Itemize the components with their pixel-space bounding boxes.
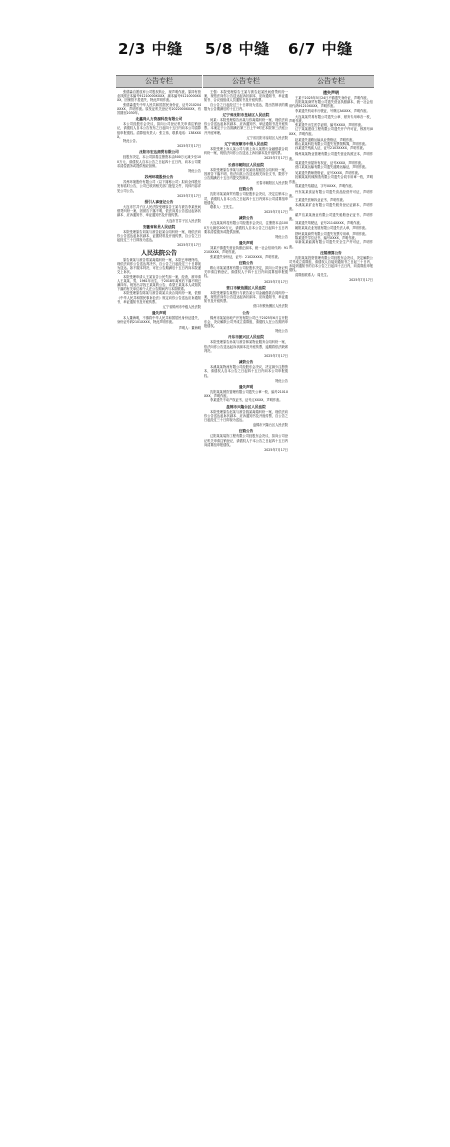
notice-title: 辽宁省沈阳市皇姑区人民法院 <box>222 113 270 118</box>
notice <box>289 96 373 113</box>
notice <box>204 385 288 403</box>
notice <box>289 232 373 249</box>
notice-signature: 辽宁省锦州市中级人民法院 <box>162 304 201 309</box>
notice-paragraph: 沈阳市某某商贸有限公司经股东会决议，决定注销本公司，请债权人自本公告之日起四十五日内到本公司清算组申报债权。 <box>204 192 288 205</box>
notice-paragraph: 赵某遗失道路运输从业资格证，声明作废。 <box>295 137 356 142</box>
notice-title: 长春市朝阳区人民法院 <box>228 162 264 167</box>
notice-title: 沈阳市宏达商贸有限公司 <box>139 150 179 155</box>
notice-paragraph: 鞍山市某某建材有限公司经股东决定，拟向公司登记机关申请注销登记，请债权人于四十五日内向清算组申报债权。 <box>204 265 288 279</box>
notice-paragraph: 张某遗失出生医学证明，编号XXXX，声明作废。 <box>295 123 365 128</box>
column-top-title: 遗失声明 <box>323 90 339 95</box>
notice-signature: 2025年7月17日 <box>177 193 201 198</box>
notice-paragraph: 李某遗失不动产权证书，证号辽XXXX，声明作废。 <box>210 398 283 403</box>
notice-paragraph: 张德森自愿放弃公司股权转让，现声明作废。原持有营业执照正本编号91210000XXXX，副本编号91210000XXXX，因保管不善遗失，特此声明作废。 <box>117 90 201 103</box>
notice <box>204 429 288 452</box>
notice <box>204 261 288 284</box>
notice-paragraph: 本溪某某物流有限公司经股东会决议，决定减少注册资本，请债权人自本公告之日起四十五日内向本公司申报债权。 <box>204 365 288 378</box>
notice-paragraph: 陈某遗失学位证书，编号XXXX，声明作废。 <box>295 236 358 241</box>
liquidation-notice <box>289 251 373 282</box>
notice-paragraph: 王某于2025年5月24日不慎遗失身份证，声明作废。 <box>295 96 370 100</box>
notice-paragraph: 本人董海明，不慎将中华人民共和国居民身份证遗失，身份证号码2101XXXX，特此声明作废。 <box>117 316 201 325</box>
notice-title: 注销清算公告 <box>320 250 342 255</box>
notice-signature: 盘锦市兴隆台区人民法院 <box>252 423 288 428</box>
lost-declaration <box>117 311 201 330</box>
notice-signature: 辽宁省沈阳市皇姑区人民法院 <box>246 135 288 140</box>
notice-title: 安徽省和县人民法院 <box>142 224 176 229</box>
notice <box>289 213 373 230</box>
notice-paragraph: 自公告之日起经过三十日即视为送达，提出答辩状的期限为公告期满后的十五日内。 <box>204 102 288 111</box>
page-label-2-3: 2/3 中缝 <box>118 40 183 58</box>
column-body <box>203 90 289 452</box>
notice-paragraph: 经股东决定，本公司拟将注册资本由500万元减少至100万元，请债权人自本公告之日起四十五日内，向本公司要求清偿债务或提供相应担保。 <box>117 155 201 168</box>
notice-title: 注销公告 <box>238 187 254 192</box>
notice-title: 减资公告 <box>238 360 254 365</box>
notice-column-3 <box>288 75 374 1135</box>
notice-paragraph: 辽宁某某建设工程有限公司遗失开户许可证，核准号JXXXX，声明作废。 <box>289 127 373 136</box>
notice <box>117 225 201 248</box>
notice-title: 公告 <box>242 310 250 315</box>
notice <box>204 335 288 358</box>
notice-signature: 2025年7月17日 <box>177 243 201 248</box>
notice-column-2 <box>203 75 289 1115</box>
notice-signature: 2025年7月17日 <box>264 156 288 161</box>
notice-paragraph: 本院受理上诉人某公司与被上诉人某银行金融借款合同纠纷一案，现依法向你公告送达上诉状副本及开庭传票。 <box>204 147 288 156</box>
notice <box>204 216 288 239</box>
notice-title: 营口市鲅鱼圈区人民法院 <box>226 285 266 290</box>
notice-paragraph: 刘某遗失驾驶证，证号2114XXXX，声明作废。 <box>295 221 363 226</box>
notice <box>117 175 201 198</box>
notice <box>289 138 373 151</box>
notice-paragraph: 大连市甘井子区人民法院受理原告王某与被告李某民间借贷纠纷一案，因被告下落不明，依法向其公告送达起诉状副本、应诉通知书、举证通知书及开庭传票。 <box>117 205 201 218</box>
notice-paragraph: 本院受理原告某银行与被告某公司金融借款合同纠纷一案，现依法向你公告送达起诉状副本、应诉通知书、举证通知书及开庭传票。 <box>204 290 288 304</box>
notice-paragraph: 沈阳某某商贸有限公司遗失营业执照副本，统一社会信用代码91210XXXX，声明作废。 <box>289 100 373 109</box>
notice-paragraph: 原告黄某与被告郑某离婚纠纷一案，本院已审理终结，现依法向你公告送达判决书，自公告之日起经过三十日即视为送达。如不服本判决，可在公告期满后十五日内向本院递交上诉状。 <box>117 257 201 275</box>
notice-paragraph: 辽阳某某装饰工程有限公司经股东会决议，拟向公司登记机关申请注销登记，请债权人于本公告之日起四十五日内向清算组申报债权。 <box>204 434 288 447</box>
notice <box>117 200 201 223</box>
notice-signature: 2025年7月17日 <box>264 210 288 215</box>
notice-paragraph: 张德森遗失中华人民共和国居民身份证，证号210204XXXX，声明作废。原发证机关登记号2022000XXXX，有效期至2030年。 <box>117 102 201 116</box>
notice-title: 遗失声明 <box>151 311 167 316</box>
notice-signature: 营口市鲅鱼圈区人民法院 <box>252 304 288 309</box>
notice-title: 辽宁省抚顺市中级人民法院 <box>224 142 268 147</box>
notice-paragraph: 鞍山某某科技有限公司遗失发票领购簿，声明作废。 <box>295 142 369 147</box>
notice-paragraph: 沈阳某某投资管理有限公司经股东会决议，决定解散公司并成立清算组，请债权人自接到通知书之日起三十日内，未接到通知书的自本公告之日起四十五日内，向清算组申报债权。 <box>289 255 373 273</box>
notice-signature: 2025年7月17日 <box>264 447 288 452</box>
notice-title: 减资公告 <box>238 216 254 221</box>
page-label-6-7: 6/7 中缝 <box>288 40 353 58</box>
notice <box>289 171 373 188</box>
notice-title: 北鑫尚人力资源科技有限公司 <box>135 117 183 122</box>
notice-paragraph: 沈阳某某餐饮管理有限公司遗失公章一枚，编号2101XXXX，声明作废。 <box>204 389 288 399</box>
notice-paragraph: 锦州某某物业管理有限公司遗失营业执照正本，声明作废。 <box>289 152 373 161</box>
notice <box>117 117 201 148</box>
notice-title: 注销公告 <box>238 429 254 434</box>
notice-signature: 2025年7月17日 <box>349 277 373 282</box>
notice <box>204 405 288 428</box>
column-header: 公告专栏 <box>288 75 374 88</box>
notice-signature: 2025年7月17日 <box>177 144 201 149</box>
column-body <box>288 96 374 282</box>
notice-paragraph: 王某遗失医师执业证书，声明作废。 <box>295 198 346 203</box>
notice <box>204 163 288 186</box>
notice-signature: 2025年7月17日 <box>264 353 288 358</box>
notice-paragraph: 清算组联系人：周先生。 <box>295 272 331 277</box>
notice-paragraph: 孙某遗失残疾人证，证号2103XXXX，声明作废。 <box>295 146 367 151</box>
notice-paragraph: 本溪某某矿业有限公司遗失税务登记证副本，声明作废。 <box>289 202 373 211</box>
notice-paragraph: 本院受理原告孙某与被告林某物业服务合同纠纷一案，依法向你公告送达起诉状副本及开庭传票，逾期将依法缺席判决。 <box>204 340 288 353</box>
notice <box>289 152 373 169</box>
notice <box>204 187 288 214</box>
court-notice <box>117 250 201 309</box>
notice <box>204 360 288 383</box>
notice <box>204 90 288 111</box>
notice-paragraph: 本院受理原告刘某与被告赵某合同纠纷一案，现依法向你公告送达起诉状副本、证据材料及开庭传票，自公告之日起经过三十日即视为送达。 <box>117 229 201 243</box>
notice-title: 遗失声明 <box>238 384 254 389</box>
notice-column-1 <box>116 75 202 1095</box>
column-header: 公告专栏 <box>203 75 289 88</box>
notice-paragraph: 锦州市某某房地产开发有限公司已于2025年6月召开股东会，决议解散公司并成立清算组，请债权人在公告期内申报债权。 <box>204 315 288 328</box>
notice-signature: 特此公告 <box>275 329 288 334</box>
notice <box>204 311 288 334</box>
notice <box>289 115 373 136</box>
notice-paragraph: 抚顺某某机械制造有限公司遗失合同专用章一枚，声明作废。 <box>289 175 373 184</box>
page-header <box>0 38 450 68</box>
notice-signature: 特此公告 <box>275 378 288 383</box>
notice <box>289 190 373 211</box>
notice-signature: 特此公告 <box>188 169 201 174</box>
notice-signature: 2025年7月17日 <box>264 279 288 284</box>
notice-paragraph: 大连某某贸易有限公司遗失公章、财务专用章各一枚，声明作废。 <box>289 114 373 124</box>
notice-paragraph: 周某遗失房屋所有权证，证号XXXX，声明作废。 <box>295 160 365 165</box>
notice <box>117 90 201 115</box>
notice-paragraph: 张某遗失身份证，证号：2102XXXX，声明作废。 <box>210 254 282 259</box>
notice <box>204 241 288 259</box>
notice-paragraph: 联系人：王先生。 <box>210 205 236 210</box>
notice-paragraph: 本公司经股东会决议，拟向公司登记机关申请注销登记，请债权人自本公告发布之日起四十五日内向本公司清算组申报债权。清算组负责人：张立伟，联系电话：138XXXX。 <box>117 122 201 139</box>
notice-paragraph: 吴某遗失教师资格证，证号XXXX，声明作废。 <box>295 171 362 176</box>
notice-title: 苏州环境股份公告 <box>144 175 174 180</box>
notice-paragraph: 郑某遗失结婚证，字号XXXX，声明作废。 <box>295 183 355 188</box>
notice-paragraph: 何某：本院受理原告孙某与你离婚纠纷一案，现依法向你公告送达起诉状副本、应诉通知书、举证通知书及开庭传票。本案定于公告期满后第三日上午9时在本院第三法庭公开开庭审理。 <box>204 118 288 135</box>
notice <box>117 150 201 173</box>
notice-paragraph: 李某遗失机动车行驶证，号牌辽AXXXX，声明作废。 <box>295 108 370 113</box>
notice-paragraph: 苏州环境股份有限公司（以下简称公司）拟向全体股东发布临时公告，公司已收到相关部门批复文件，具体内容详见公司公告。 <box>117 180 201 193</box>
notice-paragraph: 大连某某科技有限公司经股东会决议，注册资本由1000万元减至200万元，请债权人自本公告之日起四十五日内要求清偿债务或提供担保。 <box>204 221 288 234</box>
notice-paragraph: 刘某不慎遗失营业执照正副本，统一社会信用代码：91210XXXX，声明作废。 <box>204 246 288 255</box>
notice-paragraph: 铁岭某某商贸有限公司遗失发票专用章，声明作废。 <box>295 231 369 236</box>
page-label-5-8: 5/8 中缝 <box>205 40 270 58</box>
notice-signature: 特此公告 <box>275 235 288 240</box>
notice-signature: 长春市朝阳区人民法院 <box>256 181 288 186</box>
notice <box>204 142 288 161</box>
notice-paragraph: 本院受理原告李某与被告吴某房屋租赁合同纠纷一案，因被告下落不明，依法向其公告送达相关诉讼文书，限你于公告期满后十五日内提交答辩状。 <box>204 167 288 181</box>
notice <box>204 286 288 309</box>
notice-signature: 声明人：董海明 <box>178 325 201 330</box>
notice <box>204 113 288 140</box>
notice-title: 招引人事登记公告 <box>144 200 174 205</box>
notice-paragraph: 本院受理申请人王某宣告公民失踪一案，经查，被申请人王某某，男，1961年出生，于2018年离家后下落不明已满四年。现发出寻找王某某的公告，希望王某某本人或知其下落的有关单位和个人在公告期间内与本院联系。 <box>117 274 201 292</box>
notice-paragraph: 葫芦岛某某渔业有限公司遗失船舶登记证书，声明作废。 <box>289 213 373 222</box>
notice-title: 注销公告 <box>238 260 254 265</box>
column-body <box>116 90 202 330</box>
court-notice-title: 人民法院公告 <box>140 249 177 257</box>
notice-paragraph: 丹东某某食品有限公司遗失食品经营许可证，声明作废。 <box>289 190 373 199</box>
notice-paragraph: 王强：本院受理原告王某与被告赵某民间借贷纠纷一案，现依法向你公告送达起诉状副本、应诉通知书、举证通知书、合议庭组成人员通知书及开庭传票。 <box>204 90 288 103</box>
notice-signature: 大连市甘井子区人民法院 <box>165 218 201 223</box>
notice-title: 遗失声明 <box>238 241 254 246</box>
notice-title: 丹东市振兴区人民法院 <box>228 335 264 340</box>
notice-paragraph: 特此公告。 <box>123 139 139 144</box>
notice-paragraph: 营口某某运输有限公司遗失道路运输证，声明作废。 <box>295 165 369 170</box>
notice-paragraph: 朝阳某某农业发展有限公司遗失法人章，声明作废。 <box>295 225 369 230</box>
notice-paragraph: 本院受理原告赵某与被告钱某离婚纠纷一案，现依法向你公告送达起诉状副本、应诉通知书及开庭传票，自公告之日起经过三十日即视为送达。 <box>204 409 288 422</box>
column-header: 公告专栏 <box>116 75 202 88</box>
notice-paragraph: 阜新某某能源有限公司遗失安全生产许可证，声明作废。 <box>289 240 373 249</box>
notice-title: 盘锦市兴隆台区人民法院 <box>226 404 266 409</box>
notice-paragraph: 本院受理原告陈某与被告周某买卖合同纠纷一案，依照《中华人民共和国民事诉讼法》规定向你公告送达应诉通知书、举证通知书及开庭传票。 <box>117 291 201 304</box>
